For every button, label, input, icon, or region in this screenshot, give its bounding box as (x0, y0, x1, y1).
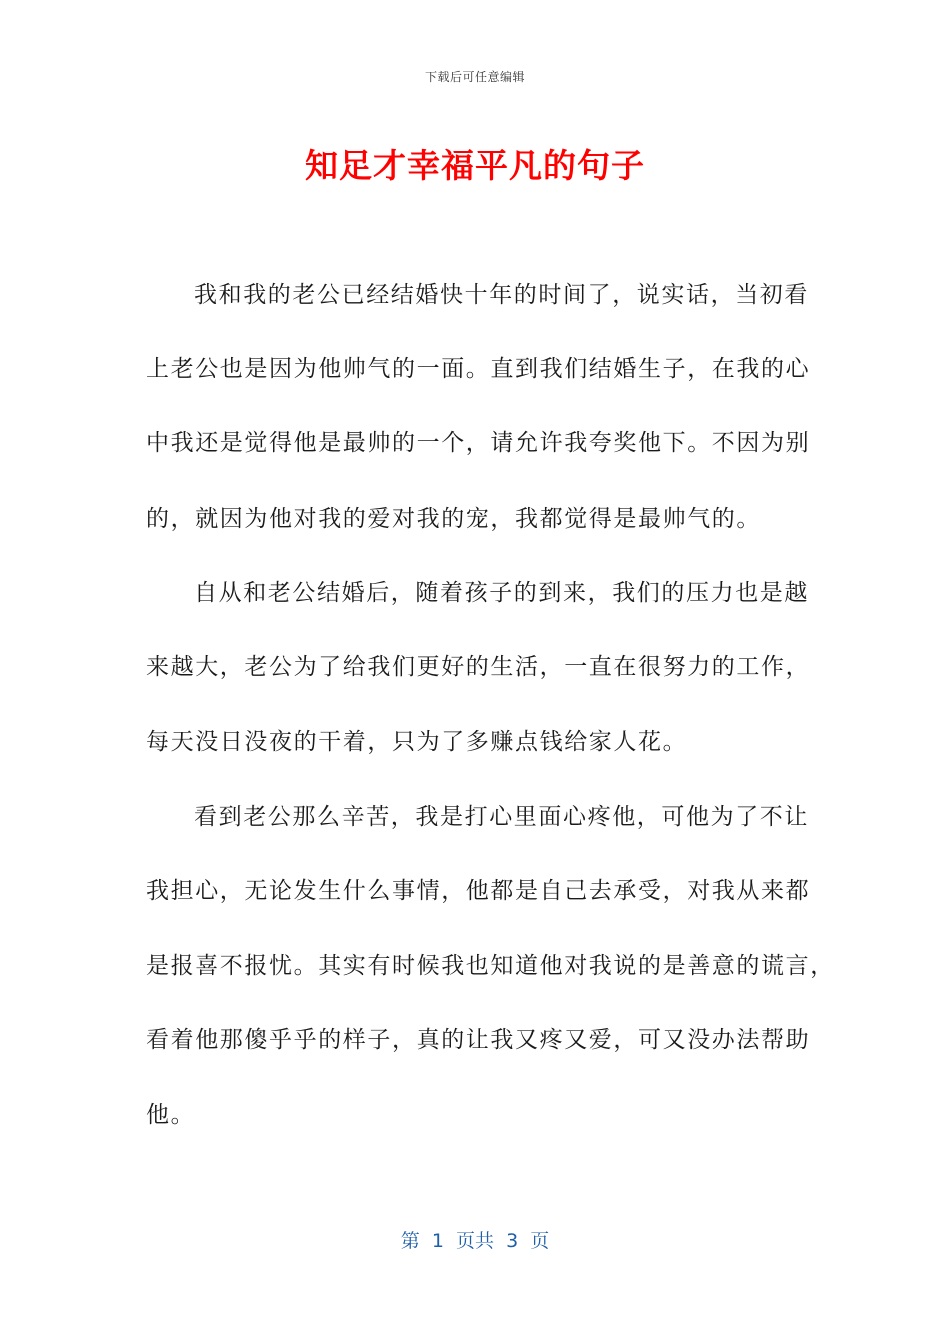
paragraph-line: 我担心，无论发生什么事情，他都是自己去承受，对我从来都 (146, 878, 811, 904)
paragraph-line: 来越大，老公为了给我们更好的生活，一直在很努力的工作， (146, 654, 811, 680)
document-title: 知足才幸福平凡的句子 (305, 146, 645, 185)
paragraph-line: 看到老公那么辛苦，我是打心里面心疼他，可他为了不让 (194, 804, 809, 830)
page-number-footer: 第 1 页共 3 页 (400, 1230, 550, 1252)
paragraph-line: 看着他那傻乎乎的样子，真的让我又疼又爱，可又没办法帮助 (146, 1027, 811, 1053)
paragraph-line: 我和我的老公已经结婚快十年的时间了，说实话，当初看 (194, 282, 809, 308)
paragraph-line: 上老公也是因为他帅气的一面。直到我们结婚生子，在我的心 (146, 356, 811, 382)
paragraph-line: 每天没日没夜的干着，只为了多赚点钱给家人花。 (146, 729, 688, 755)
paragraph-line: 中我还是觉得他是最帅的一个，请允许我夸奖他下。不因为别 (146, 430, 811, 456)
paragraph-line: 是报喜不报忧。其实有时候我也知道他对我说的是善意的谎言， (146, 953, 835, 979)
header-note: 下载后可任意编辑 (424, 70, 525, 84)
paragraph-line: 的，就因为他对我的爱对我的宠，我都觉得是最帅气的。 (146, 506, 761, 532)
paragraph-line: 自从和老公结婚后，随着孩子的到来，我们的压力也是越 (194, 580, 809, 606)
paragraph-line: 他。 (146, 1102, 196, 1128)
